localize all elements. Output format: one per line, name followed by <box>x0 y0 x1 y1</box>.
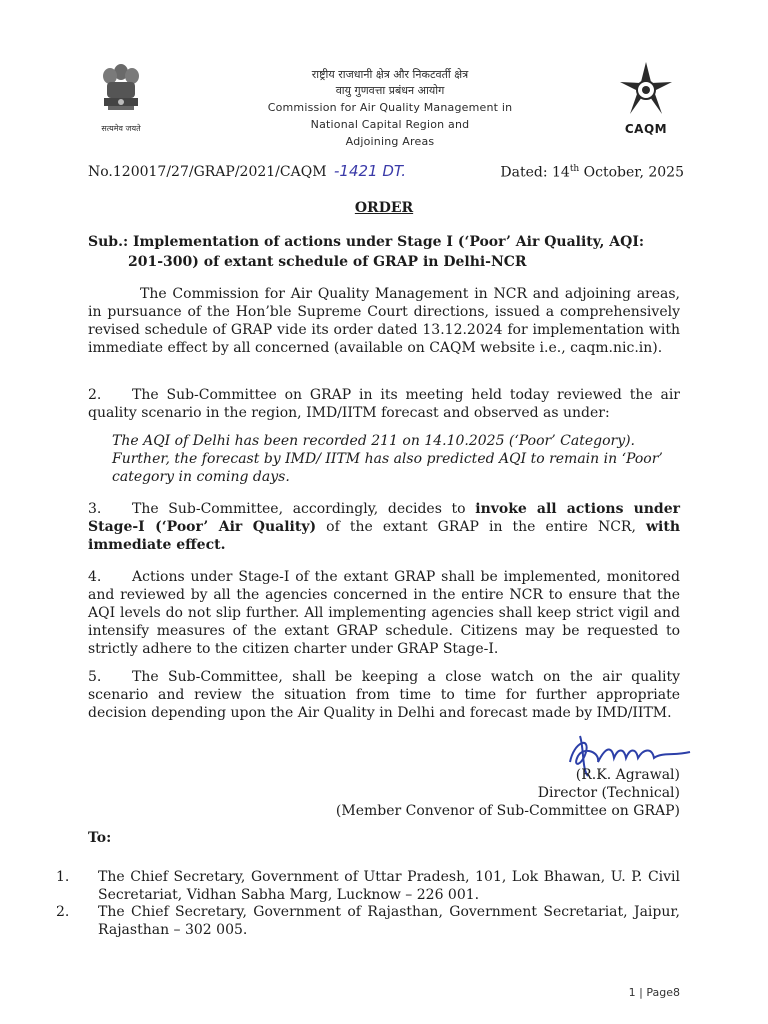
ashoka-emblem-icon <box>98 60 144 122</box>
paragraph-3: 3. The Sub-Committee, accordingly, decides to invoke all actions under Stage-I (‘Poor’ Air Quality) of the extant GRAP in the entire NCR, with immediate effect. <box>88 501 680 553</box>
logo-text: CAQM <box>624 122 668 136</box>
addressee-item: 1. The Chief Secretary, Government of Uttar Pradesh, 101, Lok Bhawan, U. P. Civil Secretariat, Vidhan Sabha Marg, Lucknow – 226 001. <box>56 869 680 903</box>
paragraph-5: 5. The Sub-Committee, shall be keeping a close watch on the air quality scenario and review the situation from time to time for further appropriate decision depending upon the Air Quality in Delhi and forecast made by IMD/IITM. <box>88 669 680 721</box>
caqm-star-logo-icon <box>614 58 678 122</box>
caqm-logo <box>610 58 682 136</box>
signatory-block <box>300 766 680 820</box>
document-title: ORDER <box>354 200 414 216</box>
file-number: No.120017/27/GRAP/2021/CAQM <box>88 164 327 180</box>
english-org-line3: Adjoining Areas <box>345 135 435 148</box>
handwritten-dispatch-number: -1421 DT. <box>334 162 407 180</box>
observation-quote: The AQI of Delhi has been recorded 211 on 14.10.2025 (‘Poor’ Category). Further, the forecast by IMD/ IITM has also predicted AQI to remain in ‘Poor’ category in coming days. <box>112 433 663 485</box>
subject-line2: 201-300) of extant schedule of GRAP in Delhi-NCR <box>128 254 527 270</box>
subject <box>88 232 680 272</box>
paragraph-1: The Commission for Air Quality Management in NCR and adjoining areas, in pursuance of the Hon’ble Supreme Court directions, issued a comprehensively revised schedule of GRAP vide its order dated 13.12.2024 for implementation with immediate effect by all concerned (available on CAQM website i.e., caqm.nic.in). <box>88 286 680 356</box>
page-footer: 1 | Page8 <box>628 986 680 999</box>
hindi-org-line2: वायु गुणवत्ता प्रबंधन आयोग <box>335 84 445 97</box>
letterhead <box>160 66 620 150</box>
hindi-org-line1: राष्ट्रीय राजधानी क्षेत्र और निकटवर्ती क्षेत्र <box>311 68 469 81</box>
emblem-motto: सत्यमेव जयते <box>101 124 141 133</box>
signatory-name: (R.K. Agrawal) <box>575 767 680 783</box>
paragraph-4: 4. Actions under Stage-I of the extant GRAP shall be implemented, monitored and reviewed by all the agencies concerned in the entire NCR to ensure that the AQI levels do not slip further. All implementing agencies shall keep strict vigil and intensify measures of the extant GRAP schedule. Citizens may be requested to strictly adhere to the citizen charter under GRAP Stage-I. <box>88 569 680 657</box>
english-org-line1: Commission for Air Quality Management in <box>267 101 513 114</box>
to-label: To: <box>88 830 112 846</box>
subject-line1: Sub.: Implementation of actions under Stage I (‘Poor’ Air Quality, AQI: <box>88 234 645 250</box>
addressee-item: 2. The Chief Secretary, Government of Rajasthan, Government Secretariat, Jaipur, Rajasthan – 302 005. <box>56 904 680 938</box>
national-emblem <box>88 60 154 134</box>
signatory-designation: Director (Technical) <box>537 785 680 801</box>
order-date: Dated: 14th October, 2025 <box>500 164 684 181</box>
signatory-role: (Member Convenor of Sub-Committee on GRAP) <box>335 803 680 819</box>
english-org-line2: National Capital Region and <box>310 118 470 131</box>
paragraph-2: 2. The Sub-Committee on GRAP in its meeting held today reviewed the air quality scenario in the region, IMD/IITM forecast and observed as under: <box>88 387 680 421</box>
